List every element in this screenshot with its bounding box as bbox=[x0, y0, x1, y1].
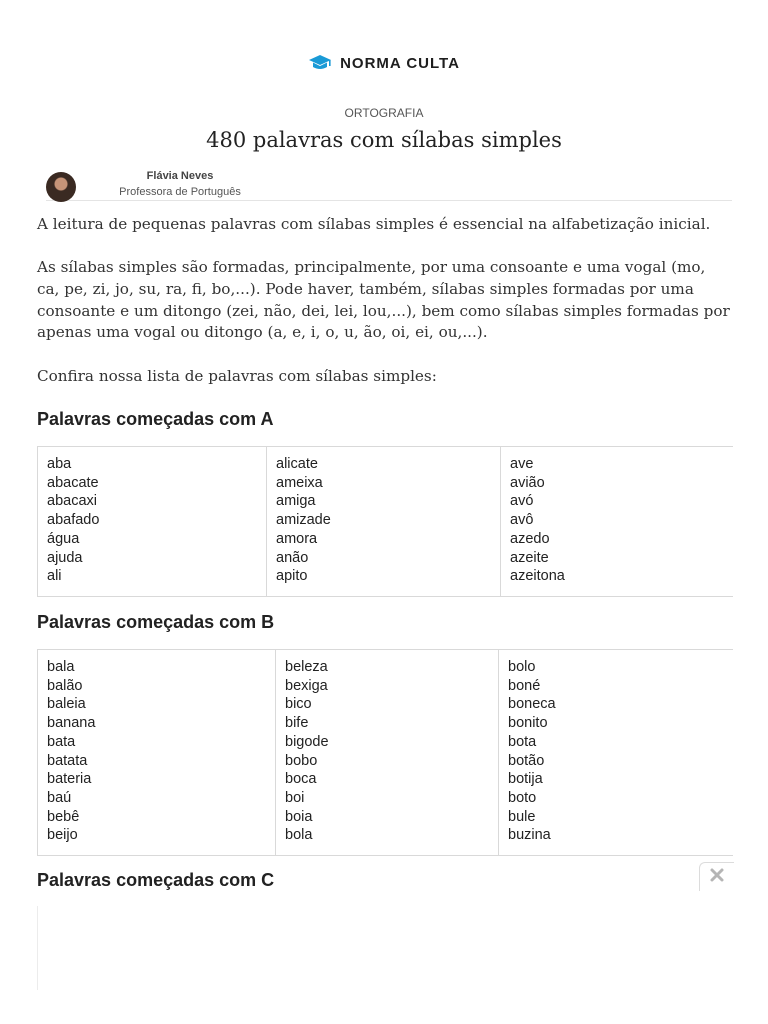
word-item: boné bbox=[508, 677, 541, 694]
ad-close-button[interactable] bbox=[699, 862, 734, 891]
word-item: aba bbox=[47, 456, 72, 472]
list-intro-paragraph: Confira nossa lista de palavras com sílabas simples: bbox=[37, 367, 437, 385]
word-item: bule bbox=[508, 808, 536, 825]
word-item: bolo bbox=[508, 659, 536, 675]
word-item: botão bbox=[508, 752, 545, 769]
word-table-a bbox=[37, 446, 733, 597]
word-item: batata bbox=[47, 752, 88, 769]
word-item: boi bbox=[285, 789, 305, 806]
word-item: boneca bbox=[508, 696, 556, 713]
word-item: bala bbox=[47, 659, 75, 675]
word-item: apito bbox=[276, 568, 308, 585]
word-item: balão bbox=[47, 677, 83, 694]
word-item: amiga bbox=[276, 493, 316, 510]
word-item: alicate bbox=[276, 456, 318, 472]
intro-paragraph: A leitura de pequenas palavras com sílabas simples é essencial na alfabetização inicial. bbox=[37, 215, 711, 233]
word-item: boca bbox=[285, 771, 317, 788]
word-item: bota bbox=[508, 733, 537, 750]
author-name[interactable]: Flávia Neves bbox=[146, 170, 214, 182]
word-item: beijo bbox=[47, 827, 78, 844]
graduation-cap-icon bbox=[308, 53, 332, 73]
word-column bbox=[38, 650, 276, 856]
word-item: bebê bbox=[47, 808, 80, 825]
word-item: bata bbox=[47, 733, 76, 750]
word-table-b bbox=[37, 649, 733, 856]
word-column bbox=[267, 447, 501, 597]
word-item: avô bbox=[510, 512, 534, 529]
word-column bbox=[499, 650, 734, 856]
section-heading-c: Palavras começadas com C bbox=[37, 870, 275, 890]
explanation-paragraph: As sílabas simples são formadas, principalmente, por uma consoante e uma vogal (mo, ca, pe, zi, jo, su, ra, fi, bo,...). Pode haver, também, sílabas simples formadas por uma consoante e um ditongo (zei, não, dei, lei, lou,...), bem como sílabas simples formadas por apenas uma vogal ou ditongo (a, e, i, o, u, ão, oi, ei, ou,...). bbox=[37, 258, 730, 342]
word-item: azeite bbox=[510, 549, 549, 566]
word-item: azeitona bbox=[510, 568, 565, 585]
word-item: banana bbox=[47, 715, 96, 732]
word-item: beleza bbox=[285, 659, 328, 675]
word-item: buzina bbox=[508, 827, 551, 844]
word-item: amizade bbox=[276, 512, 331, 529]
word-column bbox=[38, 447, 267, 597]
page-title: 480 palavras com sílabas simples bbox=[206, 128, 562, 152]
word-column bbox=[276, 650, 499, 856]
word-item: ameixa bbox=[276, 474, 323, 491]
word-item: boto bbox=[508, 789, 537, 806]
word-item: bigode bbox=[285, 733, 329, 750]
word-item: abafado bbox=[47, 512, 100, 529]
word-item: bico bbox=[285, 696, 312, 713]
site-header bbox=[0, 50, 768, 76]
close-icon bbox=[709, 867, 725, 887]
word-item: ave bbox=[510, 456, 534, 472]
word-item: botija bbox=[508, 771, 543, 788]
word-item: bola bbox=[285, 827, 313, 844]
word-item: anão bbox=[276, 549, 309, 566]
ad-container bbox=[37, 906, 734, 990]
author-role: Professora de Português bbox=[119, 186, 241, 198]
word-item: ajuda bbox=[47, 549, 83, 566]
word-item: abacaxi bbox=[47, 493, 97, 510]
word-item: bonito bbox=[508, 715, 548, 732]
word-item: água bbox=[47, 530, 80, 547]
word-item: bateria bbox=[47, 771, 92, 788]
word-item: abacate bbox=[47, 474, 99, 491]
author-block bbox=[46, 170, 732, 201]
word-item: baleia bbox=[47, 696, 86, 713]
word-column bbox=[501, 447, 734, 597]
article-category[interactable]: ORTOGRAFIA bbox=[344, 106, 424, 120]
word-item: avó bbox=[510, 493, 534, 510]
word-item: bexiga bbox=[285, 677, 328, 694]
word-item: amora bbox=[276, 530, 318, 547]
word-item: ali bbox=[47, 568, 62, 585]
word-item: baú bbox=[47, 789, 72, 806]
avatar bbox=[46, 172, 76, 202]
word-item: avião bbox=[510, 474, 545, 491]
site-logo[interactable]: NORMA CULTA bbox=[340, 54, 460, 72]
word-item: azedo bbox=[510, 530, 550, 547]
section-heading-b: Palavras começadas com B bbox=[37, 612, 275, 632]
section-heading-a: Palavras começadas com A bbox=[37, 409, 274, 429]
word-item: bobo bbox=[285, 752, 318, 769]
word-item: bife bbox=[285, 715, 309, 732]
word-item: boia bbox=[285, 808, 313, 825]
